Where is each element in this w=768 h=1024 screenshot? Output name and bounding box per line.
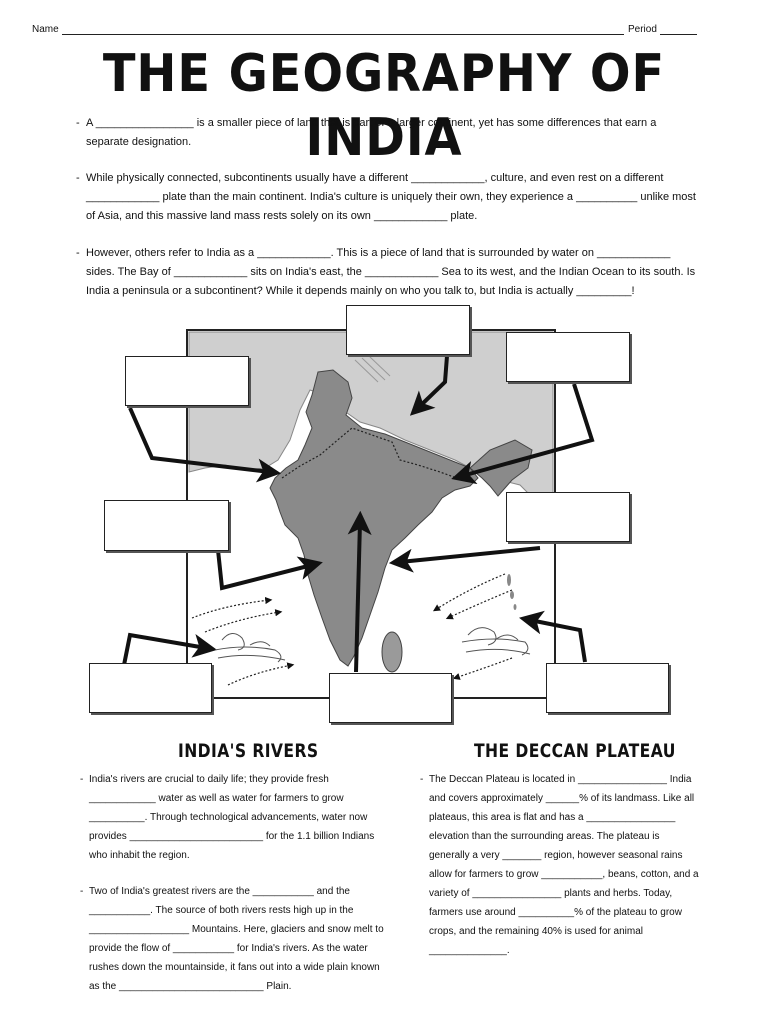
rivers-text-2: Two of India's greatest rivers are the ___________ and the ___________. The source of both rivers rests high up in the __________________ Mountains. Here, glaciers and snow melt to provide the flow of ___________ for India's rivers. As the water rushes down the mountainside, it fans out into a wide plain known as the __________________________ Plain. xyxy=(89,886,384,992)
bullet-dash: - xyxy=(76,117,80,129)
label-box-northwest[interactable] xyxy=(125,356,249,406)
bullet-dash: - xyxy=(76,247,80,259)
label-box-northeast[interactable] xyxy=(506,332,630,382)
label-box-southeast[interactable] xyxy=(546,663,669,713)
intro-paragraph-3 xyxy=(76,244,698,301)
intro-paragraph-1 xyxy=(76,114,698,152)
deccan-text-1: The Deccan Plateau is located in ________________ India and covers approximately ______% of its landmass. Like all plateaus, this area is flat and has a ________________ elevation than the surrounding areas. The plateau is generally a very _______ region, however seasonal rains allow for farmers to grow ___________, beans, cotton, and a variety of ________________ plants and herbs. Today, farmers use around __________% of the plateau to grow crops, and the remaining 40% is used for animal ______________. xyxy=(429,774,699,956)
bullet-dash: - xyxy=(80,774,84,785)
label-box-southwest[interactable] xyxy=(89,663,212,713)
bullet-dash: - xyxy=(80,886,84,897)
label-box-west[interactable] xyxy=(104,500,229,551)
deccan-paragraph-1 xyxy=(420,770,702,960)
deccan-heading: THE DECCAN PLATEAU xyxy=(474,740,676,762)
intro-text-1: A ________________ is a smaller piece of land that is part of a larger continent, yet has some differences that earn a separate designation. xyxy=(86,117,657,148)
rivers-paragraph-1 xyxy=(80,770,390,865)
bullet-dash: - xyxy=(420,774,424,785)
label-box-east[interactable] xyxy=(506,492,630,542)
intro-text-2: While physically connected, subcontinents usually have a different ____________, culture, and even rest on a different ____________ plate than the main continent. India's culture is uniquely their own, they experience a __________ unlike most of Asia, and this massive land mass rests solely on its own ____________ plate. xyxy=(86,172,696,222)
period-label: Period xyxy=(628,24,657,35)
name-label: Name xyxy=(32,24,59,35)
name-period-row xyxy=(32,22,697,38)
name-field[interactable] xyxy=(62,34,624,35)
page-title: THE GEOGRAPHY OF INDIA xyxy=(102,44,666,168)
intro-text-3: However, others refer to India as a ____________. This is a piece of land that is surrounded by water on ____________ sides. The Bay of ____________ sits on India's east, the ____________ Sea to its west, and the Indian Ocean to its south. Is India a peninsula or a subcontinent? While it depends mainly on who you talk to, but India is actually _________! xyxy=(86,247,696,297)
india-map-section xyxy=(0,300,768,730)
bullet-dash: - xyxy=(76,172,80,184)
rivers-text-1: India's rivers are crucial to daily life; they provide fresh ____________ water as well as water for farmers to grow __________. Through technological advancements, water now provides ________________________ for the 1.1 billion Indians who inhabit the region. xyxy=(89,774,375,861)
label-box-south[interactable] xyxy=(329,673,452,723)
period-field[interactable] xyxy=(660,34,697,35)
label-box-north[interactable] xyxy=(346,305,470,355)
rivers-paragraph-2 xyxy=(80,882,390,996)
intro-paragraph-2 xyxy=(76,169,698,226)
sri-lanka xyxy=(382,632,402,672)
rivers-heading: INDIA'S RIVERS xyxy=(178,740,319,762)
